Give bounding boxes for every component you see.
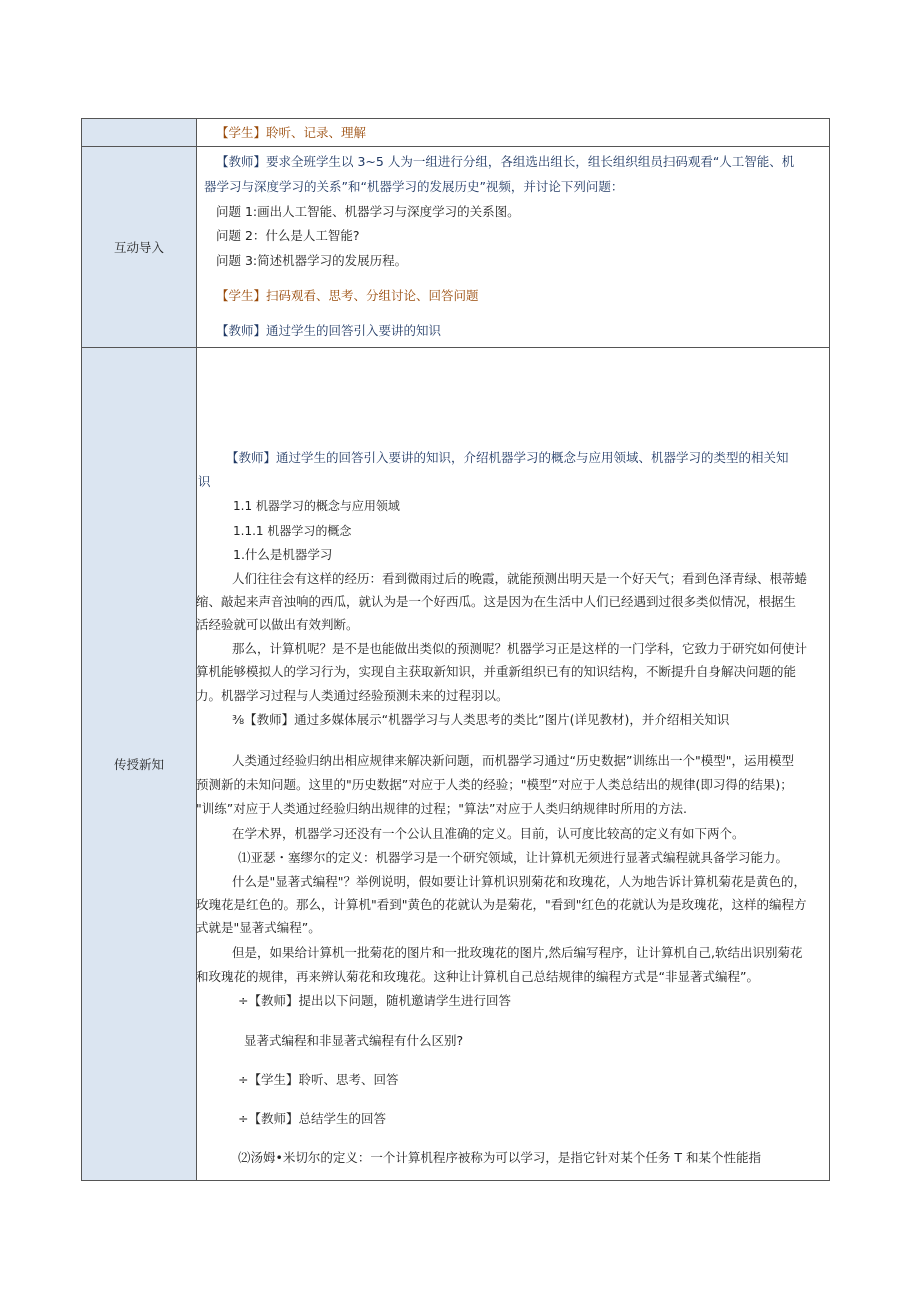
teacher-instruction-line: 识 bbox=[198, 474, 211, 489]
student-activity-text: 【学生】聆听、记录、理解 bbox=[216, 125, 367, 140]
row-label-interactive-intro: 互动导入 bbox=[82, 147, 197, 347]
paragraph-line: 活经验就可以做出有效判断。 bbox=[196, 617, 359, 632]
paragraph-line: 算机能够模拟人的学习行为，实现自主获取新知识，并重新组织已有的知识结构，不断提升自身解决问题的能 bbox=[196, 664, 797, 679]
row-content bbox=[196, 119, 829, 146]
table-row-new-knowledge bbox=[81, 347, 830, 1181]
paragraph-line: 人类通过经验归纳出相应规律来解决新问题，而机器学习通过“历史数据”训练出一个"模型"，运用模型 bbox=[232, 753, 794, 768]
student-activity-text: 【学生】扫码观看、思考、分组讨论、回答问题 bbox=[216, 288, 479, 303]
paragraph-line: 式就是"显著式编程”。 bbox=[196, 920, 321, 935]
paragraph-line: 和玫瑰花的规律，再来辨认菊花和玫瑰花。这种让计算机自己总结规律的编程方式是“非显著式编程”。 bbox=[196, 969, 759, 984]
paragraph-line: 但是，如果给计算机一批菊花的图片和一批玫瑰花的图片,然后编写程序，让计算机自己,软结出识别菊花 bbox=[232, 945, 803, 960]
paragraph-line: 在学术界，机器学习还没有一个公认且准确的定义。目前，认可度比较高的定义有如下两个。 bbox=[232, 826, 745, 841]
teacher-instruction-line: ⅜【教师】通过多媒体展示“机器学习与人类思考的类比”图片(详见教材)，并介绍相关知识 bbox=[232, 712, 730, 727]
row-content bbox=[196, 348, 829, 1180]
definition-mitchell: ⑵汤姆•米切尔的定义：一个计算机程序被称为可以学习，是指它针对某个任务 T 和某个性能指 bbox=[238, 1150, 761, 1165]
subheading-what-is-ml: 1.什么是机器学习 bbox=[233, 547, 333, 562]
table-row-student-listen bbox=[81, 118, 830, 147]
teacher-instruction-line: 【教师】通过学生的回答引入要讲的知识 bbox=[216, 323, 442, 338]
discussion-question: 显著式编程和非显著式编程有什么区别? bbox=[244, 1033, 464, 1048]
paragraph-line: 缩、敲起来声音浊响的西瓜，就认为是一个好西瓜。这是因为在生活中人们已经遇到过很多类似情况，根据生 bbox=[196, 594, 797, 609]
student-activity-text: ÷【学生】聆听、思考、回答 bbox=[238, 1072, 399, 1087]
paragraph-line: "训练”对应于人类通过经验归纳出规律的过程；"算法”对应于人类归纳规律时所用的方法. bbox=[196, 801, 687, 816]
row-label-empty bbox=[82, 119, 197, 146]
paragraph-line: 预测新的未知问题。这里的"历史数据”对应于人类的经验；"模型”对应于人类总结出的规律(即习得的结果)； bbox=[196, 777, 793, 792]
section-heading-1-1: 1.1 机器学习的概念与应用领域 bbox=[233, 499, 400, 513]
teacher-instruction-line: ÷【教师】提出以下问题，随机邀请学生进行回答 bbox=[238, 993, 511, 1008]
teacher-instruction-line: 【教师】要求全班学生以 3~5 人为一组进行分组，各组选出组长，组长组织组员扫码观看“人工智能、机 bbox=[216, 154, 795, 169]
definition-samuel: ⑴亚瑟・塞缪尔的定义：机器学习是一个研究领域，让计算机无须进行显著式编程就具备学习能力。 bbox=[238, 850, 789, 865]
row-content bbox=[196, 147, 829, 347]
question-2: 问题 2：什么是人工智能? bbox=[216, 228, 360, 243]
paragraph-line: 那么，计算机呢？是不是也能做出类似的预测呢？机器学习正是这样的一门学科，它致力于研究如何使计 bbox=[232, 641, 808, 656]
teacher-instruction-line: ÷【教师】总结学生的回答 bbox=[238, 1111, 386, 1126]
section-heading-1-1-1: 1.1.1 机器学习的概念 bbox=[233, 524, 352, 538]
question-1: 问题 1:画出人工智能、机器学习与深度学习的关系图。 bbox=[216, 204, 520, 219]
paragraph-line: 玫瑰花是红色的。那么，计算机"看到"黄色的花就认为是菊花，"看到"红色的花就认为是玫瑰花，这样的编程方 bbox=[196, 897, 807, 912]
teacher-instruction-line: 【教师】通过学生的回答引入要讲的知识，介绍机器学习的概念与应用领域、机器学习的类型的相关知 bbox=[226, 450, 789, 465]
paragraph-line: 力。机器学习过程与人类通过经验预测未来的过程羽以。 bbox=[196, 688, 509, 703]
paragraph-line: 什么是"显著式编程"？举例说明，假如要让计算机识别菊花和玫瑰花，人为地告诉计算机菊花是黄色的， bbox=[232, 874, 807, 889]
table-row-interactive-intro bbox=[81, 146, 830, 348]
teacher-instruction-line: 器学习与深度学习的关系”和“机器学习的发展历史”视频，并讨论下列问题： bbox=[204, 179, 624, 194]
question-3: 问题 3:简述机器学习的发展历程。 bbox=[216, 253, 408, 268]
row-label-new-knowledge: 传授新知 bbox=[82, 348, 197, 1180]
paragraph-line: 人们往往会有这样的经历：看到微雨过后的晚霞，就能预测出明天是一个好天气；看到色泽青绿、根蒂蜷 bbox=[232, 571, 808, 586]
